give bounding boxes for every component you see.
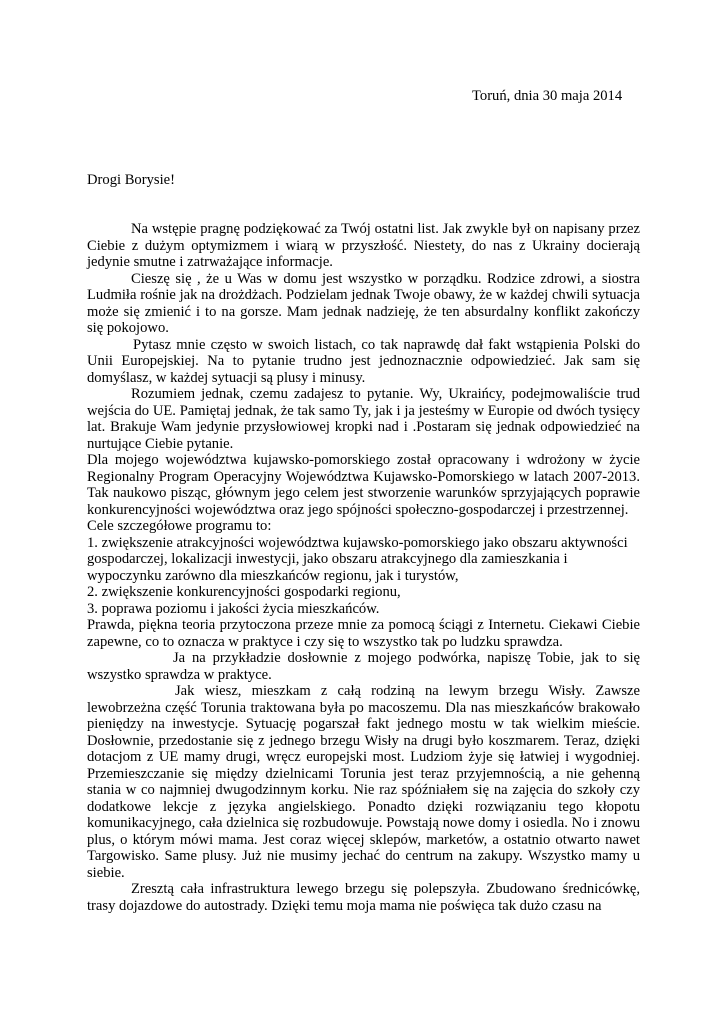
paragraph: Pytasz mnie często w swoich listach, co tak naprawdę dał fakt wstąpienia Polski do Unii Europejskiej. Na to pytanie trudno jest jednoznacznie odpowiedzieć. Jak sam się domyślasz, w każdej sytuacji są plusy i minusy. [87, 336, 640, 386]
paragraph: Cieszę się , że u Was w domu jest wszystko w porządku. Rodzice zdrowi, a siostra Ludmiła rośnie jak na drożdżach. Podzielam jednak Twoje obawy, że w każdej chwili sytuacja może się zmienić i to na gorsze. Mam jednak nadzieję, że ten absurdalny konflikt zakończy się pokojowo. [87, 270, 640, 336]
list-item: 1. zwiększenie atrakcyjności województwa kujawsko-pomorskiego jako obszaru aktywności gospodarczej, lokalizacji inwestycji, jako obszaru atrakcyjnego dla zamieszkania i wypoczynku zarówno dla mieszkańców regionu, jak i turystów, [87, 534, 628, 584]
greeting: Drogi Borysie! [87, 172, 175, 188]
paragraph: Jak wiesz, mieszkam z całą rodziną na lewym brzegu Wisły. Zawsze lewobrzeżna część Torunia traktowana była po macoszemu. Dla nas mieszkańców brakowało pieniędzy na inwestycje. Sytuację pogarszał fakt jednego mostu w tak wielkim mieście. Dosłownie, przedostanie się z jednego brzegu Wisły na drugi było koszmarem. Teraz, dzięki dotacjom z UE mamy drugi, wręcz europejski most. Ludziom żyje się łatwiej i wygodniej. Przemieszczanie się między dzielnicami Torunia jest teraz przyjemnością, a nie gehenną stania w co najmniej dwugodzinnym korku. Nie raz spóźniałem się na zajęcia do szkoły czy dodatkowe lekcje z języka angielskiego. Ponadto dzięki rozwiązaniu tego kłopotu komunikacyjnego, cała dzielnica się rozbudowuje. Powstają nowe domy i osiedla. No i znowu plus, o którym mówi mama. Jest coraz więcej sklepów, marketów, a ostatnio otwarto nawet Targowisko. Same plusy. Już nie musimy jechać do centrum na zakupy. Wszystko mamy u siebie. [87, 683, 640, 881]
letter-body [87, 221, 640, 914]
list-item: 2. zwiększenie konkurencyjności gospodarki regionu, [87, 584, 401, 600]
list-item: 3. poprawa poziomu i jakości życia mieszkańców. [87, 600, 380, 617]
paragraph: Zresztą cała infrastruktura lewego brzegu się polepszyła. Zbudowano średnicówkę, trasy dojazdowe do autostrady. Dzięki temu moja mama nie poświęca tak dużo czasu na [87, 881, 640, 914]
paragraph: Ja na przykładzie dosłownie z mojego podwórka, napiszę Tobie, jak to się wszystko sprawdza w praktyce. [87, 650, 640, 683]
date-line: Toruń, dnia 30 maja 2014 [472, 88, 623, 104]
paragraph: Rozumiem jednak, czemu zadajesz to pytanie. Wy, Ukraińcy, podejmowaliście trud wejścia do UE. Pamiętaj jednak, że tak samo Ty, jak i ja jesteśmy w Europie od dwóch tysięcy lat. Brakuje Wam jedynie przysłowiowej kropki nad i .Postaram się jednak odpowiedzieć na nurtujące Ciebie pytanie. [87, 386, 640, 452]
paragraph: Prawda, piękna teoria przytoczona przeze mnie za pomocą ściągi z Internetu. Ciekawi Ciebie zapewne, co to oznacza w praktyce i czy się to wszystko tak po ludzku sprawdza. [87, 617, 640, 650]
paragraph: Na wstępie pragnę podziękować za Twój ostatni list. Jak zwykle był on napisany przez Ciebie z dużym optymizmem i wiarą w przyszłość. Niestety, do nas z Ukrainy docierają jedynie smutne i zatrważające informacje. [87, 221, 640, 270]
paragraph: Dla mojego województwa kujawsko-pomorskiego został opracowany i wdrożony w życie Regionalny Program Operacyjny Województwa Kujawsko-Pomorskiego w latach 2007-2013. Tak naukowo pisząc, głównym jego celem jest stworzenie warunków sprzyjających poprawie konkurencyjności województwa oraz jego spójności społeczno-gospodarczej i przestrzennej. [87, 452, 640, 518]
paragraph: Cele szczegółowe programu to: [87, 518, 272, 534]
